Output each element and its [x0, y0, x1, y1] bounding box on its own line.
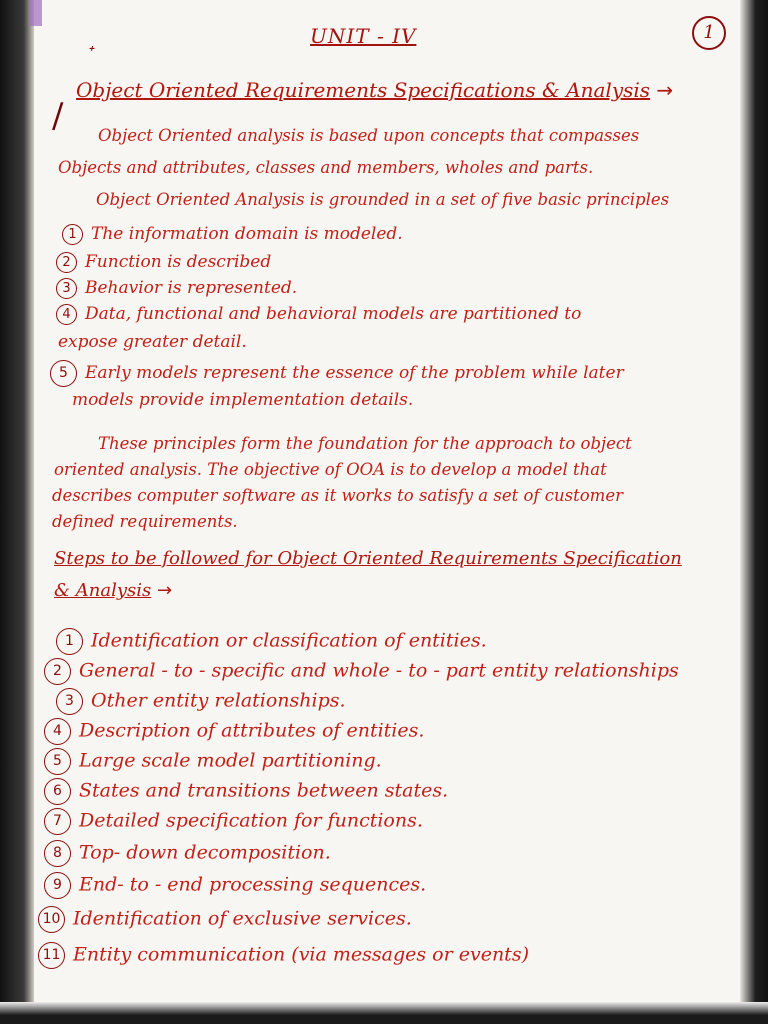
page-right-edge: [740, 0, 768, 1024]
step-text: States and transitions between states.: [79, 779, 449, 802]
intro-line: Objects and attributes, classes and members, wholes and parts.: [58, 158, 594, 177]
section-heading: [76, 78, 673, 102]
principle-text: Early models represent the essence of the problem while later: [85, 363, 624, 383]
margin-mark: [30, 0, 42, 26]
section-heading-text: Object Oriented Requirements Specifications & Analysis: [76, 78, 651, 102]
page-number: 1: [692, 16, 726, 50]
step-text: End- to - end processing sequences.: [79, 873, 427, 896]
principle-text-continued: expose greater detail.: [58, 332, 247, 352]
step-item: [38, 942, 529, 969]
principle-item: [56, 304, 581, 325]
step-item: [44, 808, 423, 835]
intro-line: Object Oriented Analysis is grounded in a set of five basic principles: [96, 190, 670, 209]
number-circle: 11: [38, 942, 65, 969]
step-text: Identification or classification of entities.: [91, 629, 487, 652]
step-text: Detailed specification for functions.: [79, 809, 423, 832]
number-circle: 8: [44, 840, 71, 867]
step-text: Large scale model partitioning.: [79, 749, 382, 772]
number-circle: 9: [44, 872, 71, 899]
number-circle: 3: [56, 688, 83, 715]
step-item: [56, 688, 346, 715]
principle-text-continued: models provide implementation details.: [72, 390, 414, 410]
arrow-icon: →: [156, 580, 173, 601]
foundation-line: oriented analysis. The objective of OOA is to develop a model that: [54, 460, 607, 479]
foundation-line: These principles form the foundation for the approach to object: [98, 434, 632, 453]
step-item: [44, 778, 448, 805]
number-circle: 4: [56, 304, 77, 325]
step-text: General - to - specific and whole - to - part entity relationships: [79, 659, 679, 682]
step-text: Top- down decomposition.: [79, 841, 331, 864]
steps-heading: [54, 548, 682, 569]
principle-item: [50, 360, 624, 387]
intro-line: Object Oriented analysis is based upon concepts that compasses: [98, 126, 640, 145]
unit-title: UNIT - IV: [310, 24, 417, 48]
number-circle: 2: [44, 658, 71, 685]
number-circle: 3: [56, 278, 77, 299]
step-item: [38, 906, 412, 933]
principle-item: [62, 224, 403, 245]
page-left-edge: [0, 0, 34, 1024]
number-circle: 4: [44, 718, 71, 745]
step-item: [44, 718, 424, 745]
steps-heading-text: Steps to be followed for Object Oriented Requirements Specification: [54, 548, 682, 569]
step-text: Other entity relationships.: [91, 689, 346, 712]
foundation-line: defined requirements.: [52, 512, 238, 531]
principle-text: Behavior is represented.: [85, 278, 298, 298]
principle-text: Data, functional and behavioral models are partitioned to: [85, 304, 582, 324]
step-text: Identification of exclusive services.: [73, 907, 412, 930]
tick-mark-icon: ᐩ: [86, 42, 94, 63]
step-text: Description of attributes of entities.: [79, 719, 425, 742]
foundation-line: describes computer software as it works to satisfy a set of customer: [52, 486, 623, 505]
steps-heading-line2: [54, 580, 172, 601]
number-circle: 1: [62, 224, 83, 245]
principle-item: [56, 252, 271, 273]
step-item: [44, 872, 426, 899]
step-item: [44, 658, 679, 685]
number-circle: 2: [56, 252, 77, 273]
number-circle: 6: [44, 778, 71, 805]
principle-text: The information domain is modeled.: [91, 224, 403, 244]
margin-slash-icon: /: [52, 96, 64, 136]
steps-heading-text: & Analysis: [54, 580, 152, 601]
number-circle: 5: [44, 748, 71, 775]
page-bottom-edge: [0, 1002, 768, 1024]
step-item: [56, 628, 487, 655]
number-circle: 5: [50, 360, 77, 387]
number-circle: 7: [44, 808, 71, 835]
number-circle: 10: [38, 906, 65, 933]
number-circle: 1: [56, 628, 83, 655]
step-item: [44, 748, 382, 775]
principle-item: [56, 278, 297, 299]
principle-text: Function is described: [85, 252, 272, 272]
step-text: Entity communication (via messages or events): [73, 943, 529, 966]
arrow-icon: →: [656, 78, 674, 102]
step-item: [44, 840, 331, 867]
